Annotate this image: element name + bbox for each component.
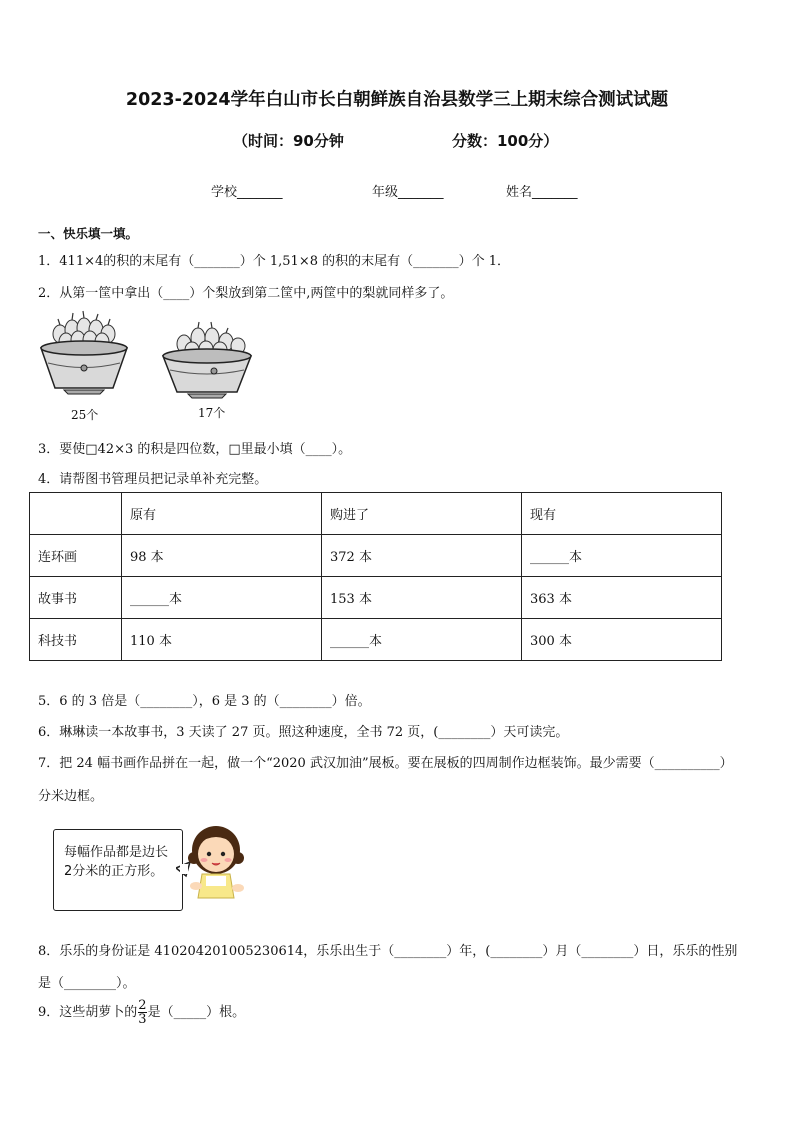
table-header-cell — [30, 493, 122, 535]
exam-time: （时间：90分钟 — [233, 132, 344, 150]
table-row — [30, 619, 722, 661]
school-field: 学校_______ — [211, 185, 283, 200]
girl-illustration — [176, 822, 250, 906]
question-8-line-2: 是（________）。 — [38, 976, 136, 991]
fraction — [138, 999, 146, 1026]
exam-score: 分数：100分） — [452, 132, 559, 150]
question-9-prefix: 9．这些胡萝卜的 — [38, 1005, 138, 1020]
grade-field: 年级_______ — [372, 185, 444, 200]
table-cell: ______本 — [122, 577, 322, 619]
basket-2-caption: 17个 — [198, 406, 226, 420]
page-title: 2023-2024学年白山市长白朝鲜族自治县数学三上期末综合测试试题 — [125, 90, 669, 110]
table-cell: ______本 — [522, 535, 722, 577]
table-header-cell: 购进了 — [322, 493, 522, 535]
question-9 — [38, 999, 245, 1026]
question-7-line-2: 分米边框。 — [38, 789, 104, 804]
section-heading: 一、快乐填一填。 — [38, 226, 139, 241]
speech-bubble-text: 每幅作品都是边长2分米的正方形。 — [64, 845, 169, 879]
table-cell: 300 本 — [522, 619, 722, 661]
question-1: 1．411×4的积的末尾有（_______）个 1,51×8 的积的末尾有（_______）个 1． — [38, 254, 511, 269]
pear-basket-2-illustration — [160, 316, 254, 404]
question-6: 6．琳琳读一本故事书，3 天读了 27 页。照这种速度，全书 72 页，(________）天可读完。 — [38, 725, 569, 740]
table-cell: 98 本 — [122, 535, 322, 577]
question-2: 2．从第一筐中拿出（____）个梨放到第二筐中,两筐中的梨就同样多了。 — [38, 286, 454, 301]
book-record-table — [29, 492, 722, 661]
table-header-cell: 现有 — [522, 493, 722, 535]
table-row — [30, 577, 722, 619]
table-cell: 363 本 — [522, 577, 722, 619]
table-header-cell: 原有 — [122, 493, 322, 535]
table-row — [30, 535, 722, 577]
pear-basket-1-illustration — [38, 308, 130, 404]
question-9-suffix: 是（_____）根。 — [147, 1005, 246, 1020]
table-cell: 科技书 — [30, 619, 122, 661]
fraction-numerator: 2 — [138, 998, 147, 1013]
question-3: 3．要使□42×3 的积是四位数，□里最小填（____）。 — [38, 442, 352, 457]
question-4: 4．请帮图书管理员把记录单补充完整。 — [38, 472, 268, 487]
table-cell: 连环画 — [30, 535, 122, 577]
question-7-line-1: 7．把 24 幅书画作品拼在一起，做一个“2020 武汉加油”展板。要在展板的四周制作边框装饰。最少需要（__________） — [38, 756, 733, 771]
table-cell: 372 本 — [322, 535, 522, 577]
fraction-denominator: 3 — [138, 1012, 147, 1027]
name-field: 姓名_______ — [506, 185, 578, 200]
table-cell: 110 本 — [122, 619, 322, 661]
question-8-line-1: 8．乐乐的身份证是 410204201005230614，乐乐出生于（________）年，(________）月（________）日，乐乐的性别 — [38, 944, 738, 959]
speech-bubble — [53, 829, 183, 911]
question-5: 5．6 的 3 倍是（________），6 是 3 的（________）倍。 — [38, 694, 371, 709]
table-cell: 故事书 — [30, 577, 122, 619]
table-header-row — [30, 493, 722, 535]
table-cell: ______本 — [322, 619, 522, 661]
basket-1-caption: 25个 — [71, 408, 99, 422]
table-cell: 153 本 — [322, 577, 522, 619]
